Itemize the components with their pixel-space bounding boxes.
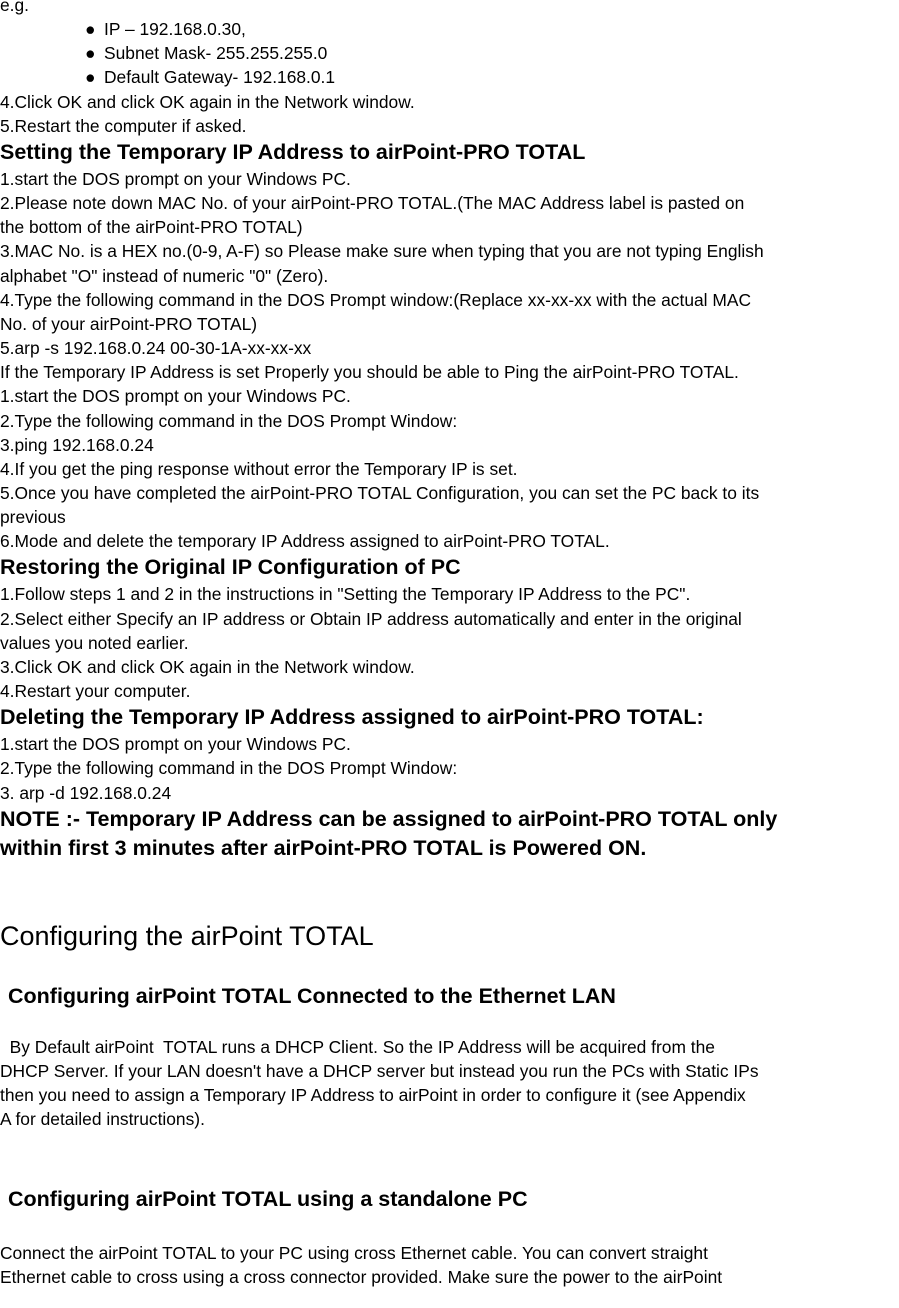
text-line: 4.Restart your computer. [0, 681, 191, 702]
text-line: previous [0, 507, 66, 528]
config-lan-section [0, 1035, 899, 1132]
delete-section [0, 732, 899, 804]
note-line: within first 3 minutes after airPoint-PRO TOTAL is Powered ON. [0, 835, 647, 860]
text-line: DHCP Server. If your LAN doesn't have a DHCP server but instead you run the PCs with Static IPs [0, 1060, 759, 1081]
text-line: the bottom of the airPoint-PRO TOTAL) [0, 217, 303, 238]
bullet-item: ● Subnet Mask- 255.255.255.0 [0, 41, 899, 65]
text-line: Ethernet cable to cross using a cross connector provided. Make sure the power to the airPoint [0, 1267, 723, 1288]
text-line: 2.Type the following command in the DOS Prompt Window: [0, 410, 458, 431]
heading-restore: Restoring the Original IP Configuration of PC [0, 555, 461, 580]
restore-section [0, 582, 899, 703]
text-line: 4.Type the following command in the DOS Prompt window:(Replace xx-xx-xx with the actual MAC [0, 289, 751, 310]
text-line: 4.If you get the ping response without error the Temporary IP is set. [0, 458, 518, 479]
config-standalone-section [0, 1241, 899, 1289]
text-line: No. of your airPoint-PRO TOTAL) [0, 313, 258, 334]
text-line: 1.start the DOS prompt on your Windows PC. [0, 386, 351, 407]
temp-ip-section [0, 167, 899, 554]
bullet-icon: ● [85, 19, 96, 40]
text-line: alphabet "O" instead of numeric "0" (Zero). [0, 265, 329, 286]
heading-delete: Deleting the Temporary IP Address assigned to airPoint-PRO TOTAL: [0, 705, 704, 730]
bullet-icon: ● [85, 43, 96, 64]
text-line: By Default airPoint TOTAL runs a DHCP Client. So the IP Address will be acquired from the [0, 1036, 715, 1057]
text-line: 1.start the DOS prompt on your Windows PC. [0, 168, 351, 189]
text-line: 3.MAC No. is a HEX no.(0-9, A-F) so Please make sure when typing that you are not typing English [0, 241, 764, 262]
text-line: 2.Type the following command in the DOS Prompt Window: [0, 758, 458, 779]
text-line: then you need to assign a Temporary IP Address to airPoint in order to configure it (see Appendix [0, 1085, 746, 1105]
step-line: 5.Restart the computer if asked. [0, 115, 247, 136]
text-line: 5.arp -s 192.168.0.24 00-30-1A-xx-xx-xx [0, 338, 312, 359]
config-title: Configuring the airPoint TOTAL [0, 920, 374, 951]
bullet-list [0, 17, 899, 89]
bullet-icon: ● [85, 67, 96, 88]
heading-temp-ip: Setting the Temporary IP Address to airPoint-PRO TOTAL [0, 139, 586, 164]
text-line: 3.ping 192.168.0.24 [0, 434, 154, 455]
bullet-item: ● IP – 192.168.0.30, [0, 17, 899, 41]
intro-line: e.g. [0, 0, 30, 15]
text-line: 5.Once you have completed the airPoint-PRO TOTAL Configuration, you can set the PC back to its [0, 482, 760, 503]
step-line: 4.Click OK and click OK again in the Network window. [0, 91, 415, 112]
heading-config-lan: Configuring airPoint TOTAL Connected to the Ethernet LAN [8, 983, 616, 1008]
text-line: values you noted earlier. [0, 632, 189, 653]
text-line: A for detailed instructions). [0, 1109, 205, 1130]
text-line: 6.Mode and delete the temporary IP Address assigned to airPoint-PRO TOTAL. [0, 531, 610, 552]
heading-config-standalone: Configuring airPoint TOTAL using a standalone PC [8, 1187, 528, 1212]
text-line: 1.Follow steps 1 and 2 in the instructions in "Setting the Temporary IP Address to the PC". [0, 584, 691, 605]
text-line: If the Temporary IP Address is set Properly you should be able to Ping the airPoint-PRO TOTAL. [0, 362, 739, 383]
note-line: NOTE :- Temporary IP Address can be assigned to airPoint-PRO TOTAL only [0, 806, 778, 831]
bullet-item: ● Default Gateway- 192.168.0.1 [0, 65, 899, 89]
text-line: 2.Please note down MAC No. of your airPoint-PRO TOTAL.(The MAC Address label is pasted on [0, 193, 745, 214]
text-line: 2.Select either Specify an IP address or Obtain IP address automatically and enter in the original [0, 608, 742, 629]
text-line: 1.start the DOS prompt on your Windows PC. [0, 734, 351, 755]
text-line: 3. arp -d 192.168.0.24 [0, 782, 172, 803]
text-line: 3.Click OK and click OK again in the Network window. [0, 656, 415, 677]
text-line: Connect the airPoint TOTAL to your PC using cross Ethernet cable. You can convert straight [0, 1243, 708, 1264]
